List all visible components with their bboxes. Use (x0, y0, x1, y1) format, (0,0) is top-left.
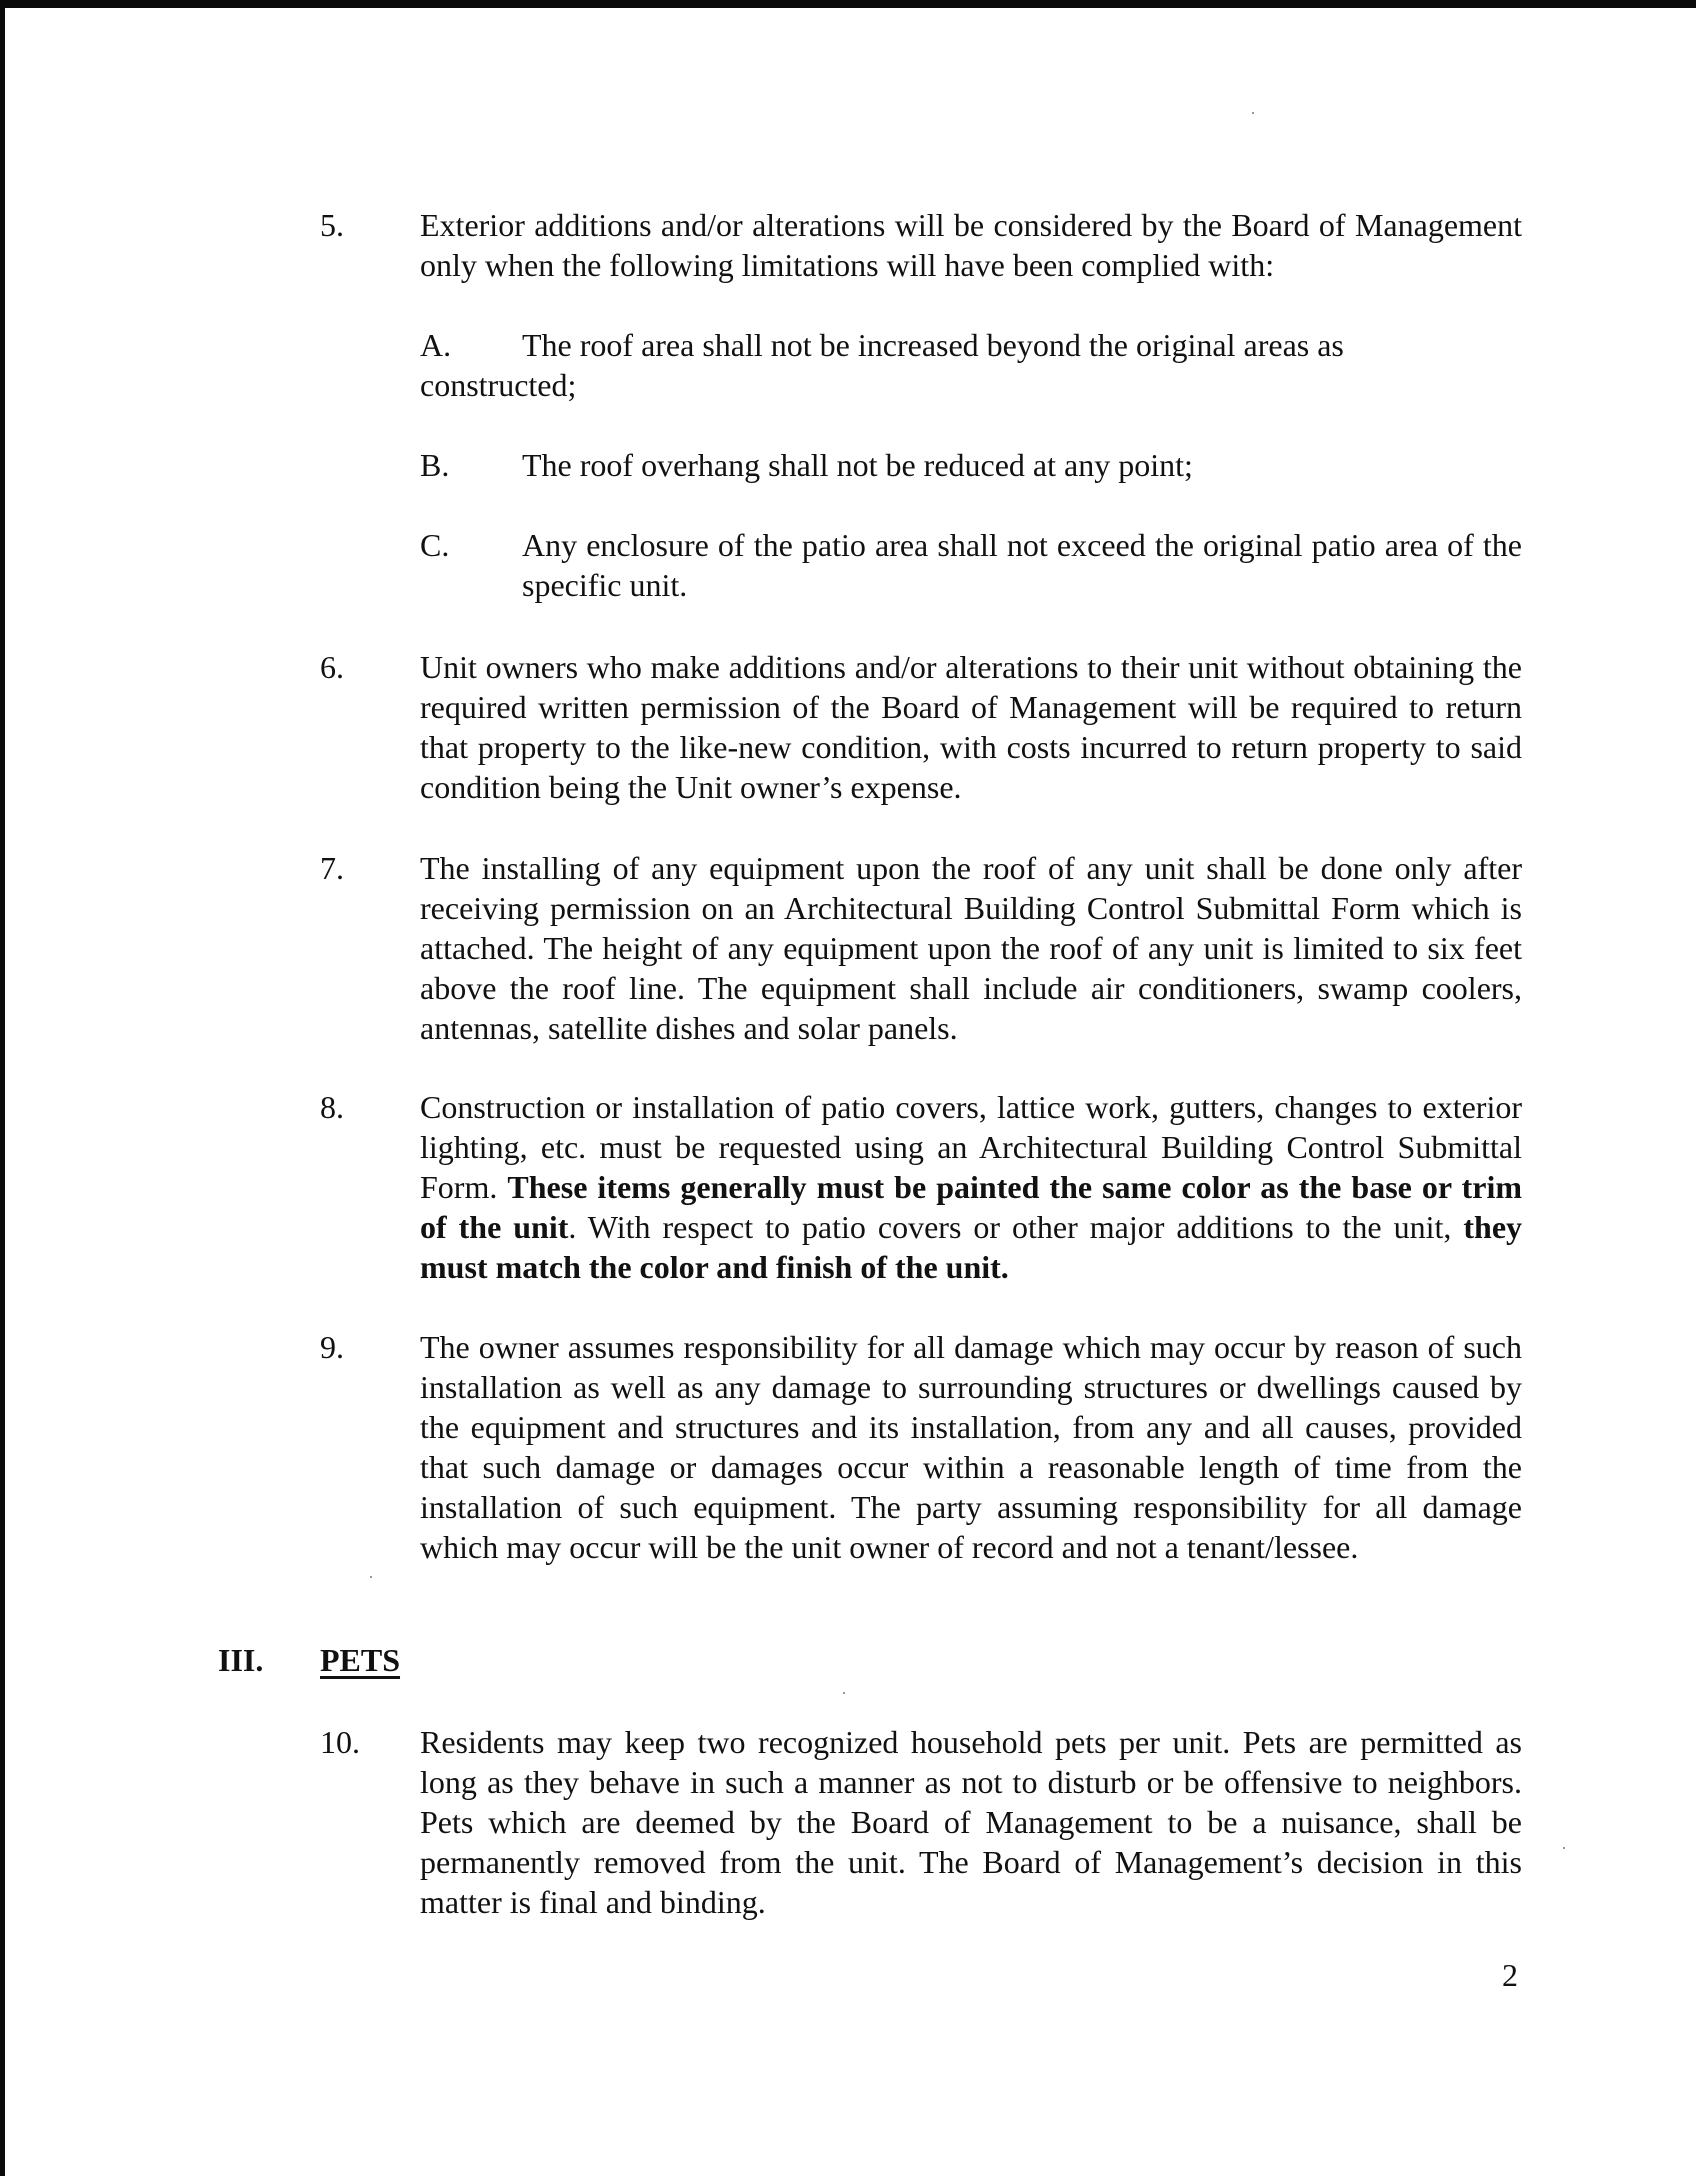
scan-speck (1563, 1847, 1565, 1849)
item-8-text (420, 1087, 1522, 1287)
item-5a-letter: A. (420, 327, 452, 363)
item-7-text: The installing of any equipment upon the roof of any unit shall be done only after receiving permission on an Architectural Building Control Submittal Form which is attached. The height of any equipment upon the roof of any unit is limited to six feet above the roof line. The equipment shall include air conditioners, swamp coolers, antennas, satellite dishes and solar panels. (420, 850, 1522, 1046)
scan-speck (1252, 112, 1254, 114)
item-5c-letter: C. (420, 527, 450, 563)
item-9-number: 9. (320, 1329, 344, 1365)
item-10-text: Residents may keep two recognized household pets per unit. Pets are permitted as long as they behave in such a manner as not to disturb or be offensive to neighbors. Pets which are deemed by the Board of Management to be a nuisance, shall be permanently removed from the unit. The Board of Management’s decision in this matter is final and binding. (420, 1724, 1522, 1920)
scan-speck (843, 1692, 845, 1694)
item-9-text: The owner assumes responsibility for all damage which may occur by reason of such installation as well as any damage to surrounding structures or dwellings caused by the equipment and structures and its installation, from any and all causes, provided that such damage or damages occur within a reasonable length of time from the installation of such equipment. The party assuming responsibility for all damage which may occur will be the unit owner of record and not a tenant/lessee. (420, 1329, 1522, 1565)
item-8-text-part1: Construction or installation of patio covers, lattice work, gutters, changes to exterior lighting, etc. must be requested using an Architectural Building Control Submittal Form. (420, 1089, 1522, 1205)
item-5a-text: The roof area shall not be increased beyond the original areas as (522, 327, 1344, 363)
page-number: 2 (1502, 1957, 1518, 1993)
item-10-number: 10. (320, 1724, 360, 1760)
item-5-text: Exterior additions and/or alterations will be considered by the Board of Management only when the following limitations will have been complied with: (420, 207, 1522, 283)
item-5-number: 5. (320, 207, 344, 243)
section-title: PETS (320, 1642, 401, 1678)
scan-speck (370, 1576, 372, 1578)
section-number: III. (218, 1642, 264, 1678)
item-5b-text: The roof overhang shall not be reduced at any point; (522, 447, 1193, 483)
item-5c-text: Any enclosure of the patio area shall not exceed the original patio area of the specific unit. (522, 527, 1522, 603)
item-8-text-part2: . With respect to patio covers or other major additions to the unit, (568, 1209, 1464, 1245)
item-5a-text-continued: constructed; (420, 367, 577, 403)
item-8-bold-part2: they must match the color and finish of the unit. (420, 1209, 1523, 1285)
scan-edge-top (0, 0, 1696, 8)
item-8-number: 8. (320, 1089, 344, 1125)
item-7-number: 7. (320, 850, 344, 886)
item-6-number: 6. (320, 649, 344, 685)
scan-edge-left (0, 0, 5, 2176)
item-8-bold-part1: These items generally must be painted the same color as the base or trim of the unit (420, 1169, 1523, 1245)
item-5b-letter: B. (420, 447, 450, 483)
item-6-text: Unit owners who make additions and/or alterations to their unit without obtaining the required written permission of the Board of Management will be required to return that property to the like-new condition, with costs incurred to return property to said condition being the Unit owner’s expense. (420, 649, 1522, 805)
